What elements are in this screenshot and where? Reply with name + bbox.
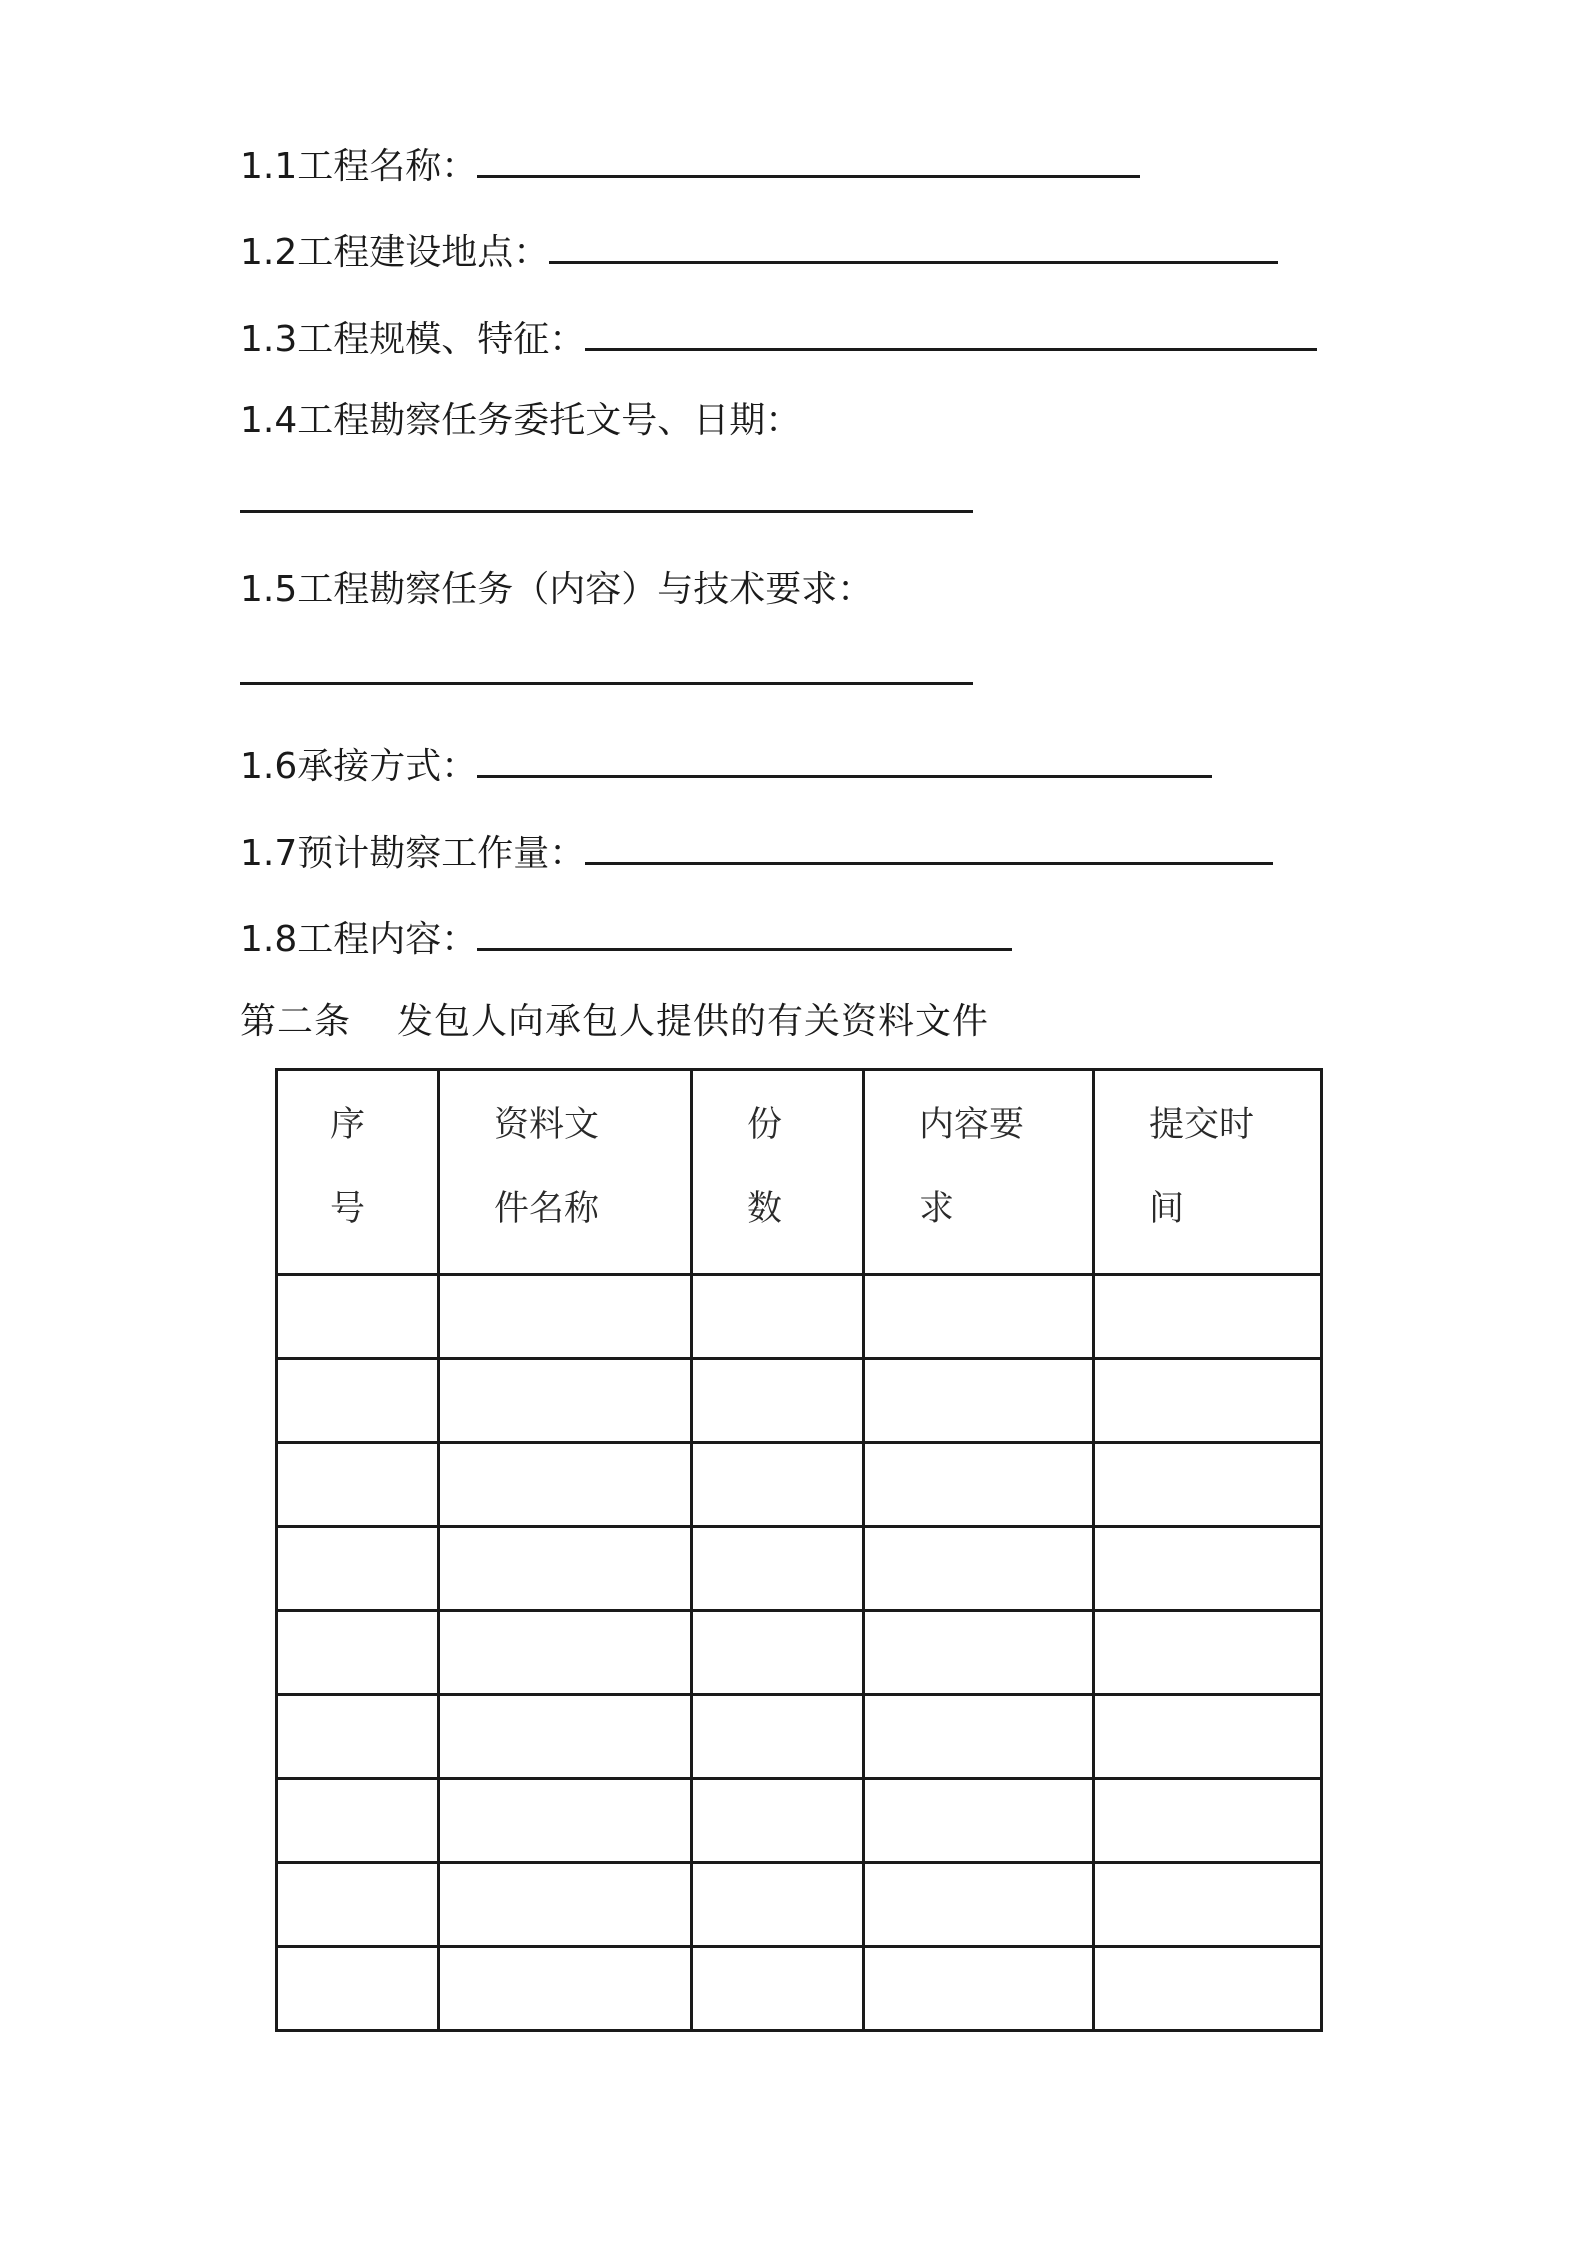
table-cell[interactable] bbox=[864, 1275, 1094, 1359]
table-cell[interactable] bbox=[864, 1863, 1094, 1947]
table-cell[interactable] bbox=[277, 1947, 439, 2031]
table-cell[interactable] bbox=[277, 1443, 439, 1527]
table-cell[interactable] bbox=[692, 1779, 864, 1863]
table-cell[interactable] bbox=[277, 1611, 439, 1695]
table-cell[interactable] bbox=[864, 1443, 1094, 1527]
table-cell[interactable] bbox=[1094, 1695, 1322, 1779]
table-cell[interactable] bbox=[692, 1275, 864, 1359]
field-label: 1.3工程规模、特征： bbox=[240, 319, 586, 360]
fill-in-blank[interactable] bbox=[477, 145, 1140, 178]
table-cell[interactable] bbox=[439, 1611, 692, 1695]
table-cell[interactable] bbox=[1094, 1611, 1322, 1695]
fill-in-blank[interactable] bbox=[477, 918, 1012, 951]
table-cell[interactable] bbox=[277, 1863, 439, 1947]
table-cell[interactable] bbox=[1094, 1947, 1322, 2031]
field-label: 1.4工程勘察任务委托文号、日期： bbox=[240, 400, 802, 441]
table-cell[interactable] bbox=[277, 1695, 439, 1779]
table-row bbox=[277, 1527, 1322, 1611]
table-cell[interactable] bbox=[864, 1695, 1094, 1779]
field-label: 1.2工程建设地点： bbox=[240, 232, 550, 273]
table-cell[interactable] bbox=[439, 1695, 692, 1779]
table-row bbox=[277, 1443, 1322, 1527]
table-row bbox=[277, 1611, 1322, 1695]
table-row bbox=[277, 1947, 1322, 2031]
header-content-requirements: 内容要 求 bbox=[864, 1070, 1094, 1275]
table-cell[interactable] bbox=[864, 1611, 1094, 1695]
table-cell[interactable] bbox=[692, 1695, 864, 1779]
table-cell[interactable] bbox=[864, 1779, 1094, 1863]
fill-in-blank[interactable] bbox=[549, 231, 1278, 264]
table-cell[interactable] bbox=[277, 1275, 439, 1359]
fill-in-blank[interactable] bbox=[240, 652, 973, 685]
table-row bbox=[277, 1863, 1322, 1947]
table-cell[interactable] bbox=[1094, 1359, 1322, 1443]
table-cell[interactable] bbox=[692, 1527, 864, 1611]
table-cell[interactable] bbox=[692, 1611, 864, 1695]
field-contract-method bbox=[240, 743, 1212, 791]
table-cell[interactable] bbox=[277, 1359, 439, 1443]
table-cell[interactable] bbox=[439, 1863, 692, 1947]
header-submission-time: 提交时 间 bbox=[1094, 1070, 1322, 1275]
table-row bbox=[277, 1359, 1322, 1443]
table-cell[interactable] bbox=[439, 1275, 692, 1359]
header-copies: 份 数 bbox=[692, 1070, 864, 1275]
table-cell[interactable] bbox=[1094, 1863, 1322, 1947]
field-task-blank-line bbox=[240, 650, 973, 698]
table-cell[interactable] bbox=[1094, 1527, 1322, 1611]
table-cell[interactable] bbox=[439, 1359, 692, 1443]
table-cell[interactable] bbox=[864, 1527, 1094, 1611]
field-commission-number-date bbox=[240, 397, 801, 445]
table-cell[interactable] bbox=[1094, 1275, 1322, 1359]
table-row bbox=[277, 1779, 1322, 1863]
header-document-name: 资料文 件名称 bbox=[439, 1070, 692, 1275]
fill-in-blank[interactable] bbox=[585, 318, 1317, 351]
table-cell[interactable] bbox=[439, 1779, 692, 1863]
documents-table bbox=[275, 1068, 1323, 2032]
table-body bbox=[277, 1275, 1322, 2031]
table-cell[interactable] bbox=[692, 1359, 864, 1443]
field-label: 1.6承接方式： bbox=[240, 746, 478, 787]
table-row bbox=[277, 1275, 1322, 1359]
table-cell[interactable] bbox=[692, 1947, 864, 2031]
table-cell[interactable] bbox=[692, 1863, 864, 1947]
table-cell[interactable] bbox=[1094, 1779, 1322, 1863]
table-cell[interactable] bbox=[277, 1779, 439, 1863]
table-cell[interactable] bbox=[439, 1443, 692, 1527]
field-project-name bbox=[240, 143, 1140, 191]
field-estimated-workload bbox=[240, 830, 1273, 878]
table-cell[interactable] bbox=[692, 1443, 864, 1527]
field-task-requirements bbox=[240, 566, 873, 614]
fill-in-blank[interactable] bbox=[477, 745, 1212, 778]
table-cell[interactable] bbox=[439, 1527, 692, 1611]
table-header-row bbox=[277, 1070, 1322, 1275]
field-label: 1.5工程勘察任务（内容）与技术要求： bbox=[240, 569, 874, 610]
field-label: 1.8工程内容： bbox=[240, 919, 478, 960]
field-project-content bbox=[240, 916, 1012, 964]
header-serial-number: 序 号 bbox=[277, 1070, 439, 1275]
table-cell[interactable] bbox=[864, 1359, 1094, 1443]
field-construction-site bbox=[240, 229, 1278, 277]
section-title: 发包人向承包人提供的有关资料文件 bbox=[397, 1001, 990, 1042]
table-cell[interactable] bbox=[1094, 1443, 1322, 1527]
section-heading bbox=[240, 998, 989, 1046]
table-row bbox=[277, 1695, 1322, 1779]
table-cell[interactable] bbox=[277, 1527, 439, 1611]
fill-in-blank[interactable] bbox=[240, 480, 973, 513]
field-scale-features bbox=[240, 316, 1317, 364]
field-commission-blank-line bbox=[240, 478, 973, 526]
section-number: 第二条 bbox=[240, 1001, 352, 1042]
table-cell[interactable] bbox=[864, 1947, 1094, 2031]
fill-in-blank[interactable] bbox=[585, 832, 1273, 865]
table-cell[interactable] bbox=[439, 1947, 692, 2031]
field-label: 1.1工程名称： bbox=[240, 146, 478, 187]
field-label: 1.7预计勘察工作量： bbox=[240, 833, 586, 874]
